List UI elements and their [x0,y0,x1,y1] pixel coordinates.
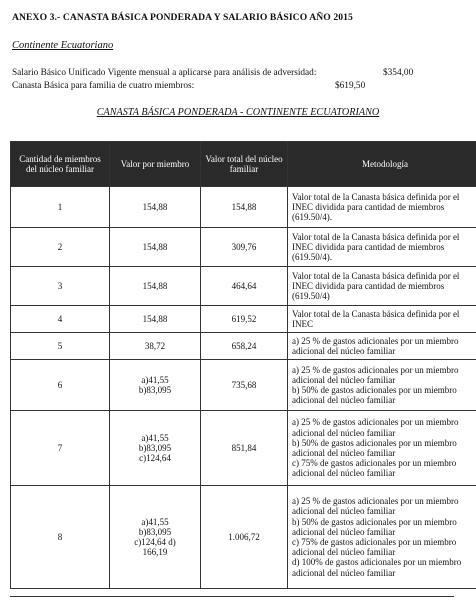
members-cell: 3 [11,267,110,306]
per-member-line: b)83,095 [138,442,172,453]
methodology-line: b) 50% de gastos adicionales por un miembro adicional del núcleo familiar [292,385,457,406]
methodology-cell [288,411,476,486]
total-cell: 154,88 [201,187,288,228]
methodology-line: Valor total de la Canasta básica definida por el INEC dividida para cantidad de miembros (619.50/4). [292,191,460,223]
per-member-cell: 38,72 [110,333,201,360]
table-title: CANASTA BÁSICA PONDERADA - CONTINENTE ECUATORIANO [96,107,380,118]
methodology-line: a) 25 % de gastos adicionales por un miembro adicional del núcleo familiar [292,417,459,438]
bottom-rule [10,596,454,597]
per-member-line: 166,19 [142,547,168,558]
total-cell: 464,64 [201,267,288,306]
document-title: ANEXO 3.- CANASTA BÁSICA PONDERADA Y SALARIO BÁSICO AÑO 2015 [12,12,353,23]
methodology-line: Valor total de la Canasta básica definida por el INEC dividida para cantidad de miembros (619.50/4). [292,231,460,263]
salary-amount: $354,00 [383,68,414,78]
per-member-cell: 154,88 [110,306,201,333]
methodology-line: a) 25 % de gastos adicionales por un miembro adicional del núcleo familiar [292,496,459,517]
methodology-line: Valor total de la Canasta básica definida por el INEC dividida para cantidad de miembros (619.50/4) [292,270,460,302]
methodology-line: c) 75% de gastos adicionales por un miembro adicional del núcleo familiar [292,458,457,479]
total-cell: 735,68 [201,360,288,411]
total-cell: 658,24 [201,333,288,360]
table-row [11,267,476,306]
per-member-line: a)41,55 [141,374,169,385]
basket-line [12,81,422,91]
members-cell: 8 [11,486,110,589]
methodology-line: d) 100% de gastos adicionales por un miembro adicional del núcleo familiar [292,557,462,578]
table-row [11,486,476,589]
header-per-member: Valor por miembro [110,142,201,187]
members-cell: 2 [11,228,110,267]
total-cell: 619,52 [201,306,288,333]
methodology-cell [288,486,476,589]
members-cell: 7 [11,411,110,486]
methodology-line: Valor total de la Canasta básica definida por el INEC [292,308,460,329]
table-row [11,228,476,267]
per-member-cell: 154,88 [110,187,201,228]
methodology-line: c) 75% de gastos adicionales por un miembro adicional del núcleo familiar [292,537,457,558]
header-total: Valor total del núcleo familiar [201,142,288,187]
region-subtitle: Continente Ecuatoriano [12,40,114,51]
methodology-line: a) 25 % de gastos adicionales por un miembro adicional del núcleo familiar [292,364,459,385]
basket-amount: $619,50 [335,81,366,91]
per-member-cell: 154,88 [110,228,201,267]
salary-line [12,68,422,78]
table-row [11,333,476,360]
total-cell: 851,84 [201,411,288,486]
header-methodology: Metodología [288,142,476,187]
total-cell: 1.006,72 [201,486,288,589]
total-cell: 309,76 [201,228,288,267]
table-row [11,360,476,411]
per-member-line: c)124,64 d) [134,537,176,547]
table-row [11,411,476,486]
per-member-cell [110,486,201,589]
members-cell: 5 [11,333,110,360]
per-member-line: a)41,55 [141,432,169,443]
methodology-line: b) 50% de gastos adicionales por un miembro adicional del núcleo familiar [292,437,457,458]
per-member-line: b)83,095 [138,526,172,537]
table-row [11,187,476,228]
salary-label: Salario Básico Unificado Vigente mensual a aplicarse para análisis de adversidad: [12,68,317,78]
per-member-cell: 154,88 [110,267,201,306]
members-cell: 1 [11,187,110,228]
methodology-line: a) 25 % de gastos adicionales por un miembro adicional del núcleo familiar [292,335,459,356]
per-member-cell [110,411,201,486]
members-cell: 6 [11,360,110,411]
per-member-line: b)83,095 [138,385,172,395]
per-member-line: a)41,55 [141,516,169,527]
per-member-line: c)124,64 [139,453,171,464]
table-row [11,306,476,333]
per-member-cell [110,360,201,411]
methodology-cell [288,306,476,333]
methodology-cell [288,228,476,267]
methodology-line: b) 50% de gastos adicionales por un miembro adicional del núcleo familiar [292,516,457,537]
weighted-basket-table [10,141,476,589]
header-members: Cantidad de miembros del núcleo familiar [11,142,110,187]
methodology-cell [288,360,476,411]
methodology-cell [288,267,476,306]
table-header-row [11,142,476,187]
members-cell: 4 [11,306,110,333]
basket-label: Canasta Básica para familia de cuatro miembros: [12,81,195,91]
methodology-cell [288,333,476,360]
methodology-cell [288,187,476,228]
